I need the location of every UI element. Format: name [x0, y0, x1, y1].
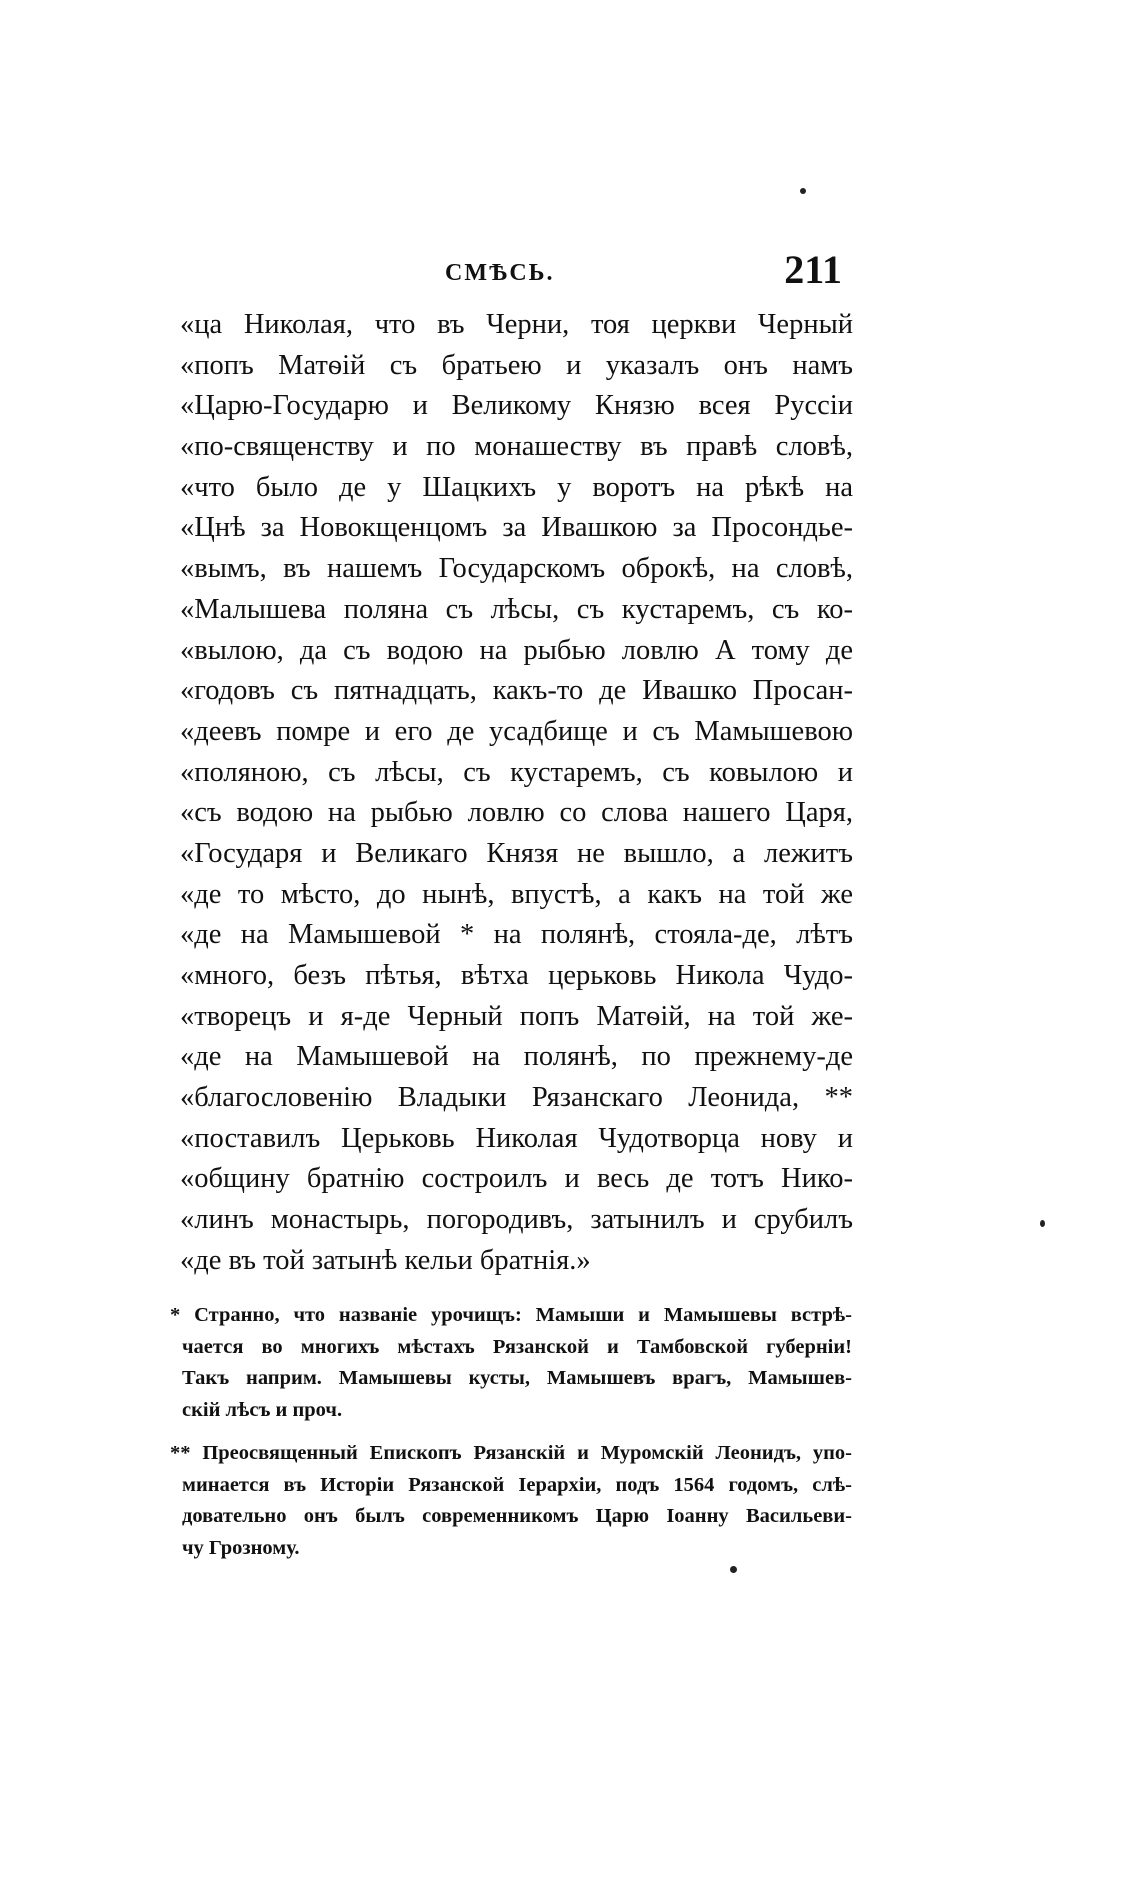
text-line: «попъ Матѳій съ братьею и указалъ онъ намъ: [180, 349, 853, 381]
text-line: «по-священству и по монашеству въ правѣ словѣ,: [180, 431, 853, 463]
footnote-text: Странно, что названіе урочищъ: Мамыши и Мамышевы встрѣ-: [194, 1304, 852, 1326]
text-line: «съ водою на рыбью ловлю со слова нашего Царя,: [180, 797, 853, 829]
page-number: 211: [784, 247, 842, 292]
text-line: «вымъ, въ нашемъ Государскомъ оброкѣ, на словѣ,: [180, 553, 853, 585]
text-line: «Государя и Великаго Князя не вышло, а лежитъ: [180, 837, 853, 869]
text-line: «линъ монастырь, погородивъ, затынилъ и срубилъ: [180, 1204, 853, 1236]
footnote-line: Такъ наприм. Мамышевы кусты, Мамышевъ врагъ, Мамышев-: [182, 1367, 852, 1389]
footnote-text: Преосвященный Епископъ Рязанскій и Муромскій Леонидъ, упо-: [202, 1442, 852, 1464]
scan-speck: [730, 1566, 737, 1573]
text-line: «благословенію Владыки Рязанскаго Леонида, **: [180, 1082, 853, 1114]
text-line: «Царю-Государю и Великому Князю всея Руссіи: [180, 390, 853, 422]
footnote-1: [170, 1300, 852, 1426]
text-line: «поставилъ Церьковь Николая Чудотворца нову и: [180, 1122, 853, 1154]
footnote-line: чается во многихъ мѣстахъ Рязанской и Тамбовской губерніи!: [182, 1335, 852, 1358]
footnote-2: [170, 1438, 852, 1564]
text-line: «Малышева поляна съ лѣсы, съ кустаремъ, съ ко-: [180, 593, 853, 625]
text-line: «де то мѣсто, до нынѣ, впустѣ, а какъ на той же: [180, 878, 853, 910]
text-line: «ца Николая, что въ Черни, тоя церкви Черный: [180, 309, 853, 340]
text-line: «де на Мамышевой на полянѣ, по прежнему-де: [180, 1041, 853, 1073]
scan-speck: [800, 188, 806, 194]
text-line: «деевъ помре и его де усадбище и съ Мамышевою: [180, 715, 853, 747]
footnote-line: [170, 1300, 852, 1332]
footnotes: [170, 1300, 852, 1564]
footnote-line: довательно онъ былъ современникомъ Царю Іоанну Васильеви-: [182, 1505, 852, 1527]
text-line: «де на Мамышевой * на полянѣ, стояла-де, лѣтъ: [180, 919, 853, 951]
text-line: «вылою, да съ водою на рыбью ловлю А тому де: [180, 634, 853, 666]
text-line: «общину братнію состроилъ и весь де тотъ Нико-: [180, 1163, 853, 1195]
footnote-line: [170, 1438, 852, 1470]
text-line: «много, безъ пѣтья, вѣтха церьковь Никола Чудо-: [180, 960, 853, 991]
text-line: «де въ той затынѣ кельи братнія.»: [180, 1244, 591, 1276]
scan-speck: [1040, 1220, 1045, 1227]
text-line: «что было де у Шацкихъ у воротъ на рѣкѣ на: [180, 471, 853, 503]
text-line: «поляною, съ лѣсы, съ кустаремъ, съ ковылою и: [180, 756, 853, 788]
body-text: [180, 305, 853, 1282]
footnote-line: минается въ Исторіи Рязанской Іерархіи, подъ 1564 годомъ, слѣ-: [182, 1473, 852, 1496]
running-head: СМѢСЬ.: [445, 260, 555, 286]
footnote-mark: *: [170, 1304, 181, 1326]
text-line: «Цнѣ за Новокщенцомъ за Ивашкою за Просондье-: [180, 512, 853, 544]
footnote-line: скій лѣсъ и проч.: [182, 1398, 343, 1421]
text-line: «годовъ съ пятнадцать, какъ-то де Ивашко Просан-: [180, 675, 853, 707]
text-line: «творецъ и я-де Черный попъ Матѳій, на той же-: [180, 1000, 853, 1032]
page-header: [440, 247, 850, 300]
footnote-line: чу Грозному.: [182, 1536, 300, 1559]
footnote-mark: **: [170, 1442, 191, 1464]
